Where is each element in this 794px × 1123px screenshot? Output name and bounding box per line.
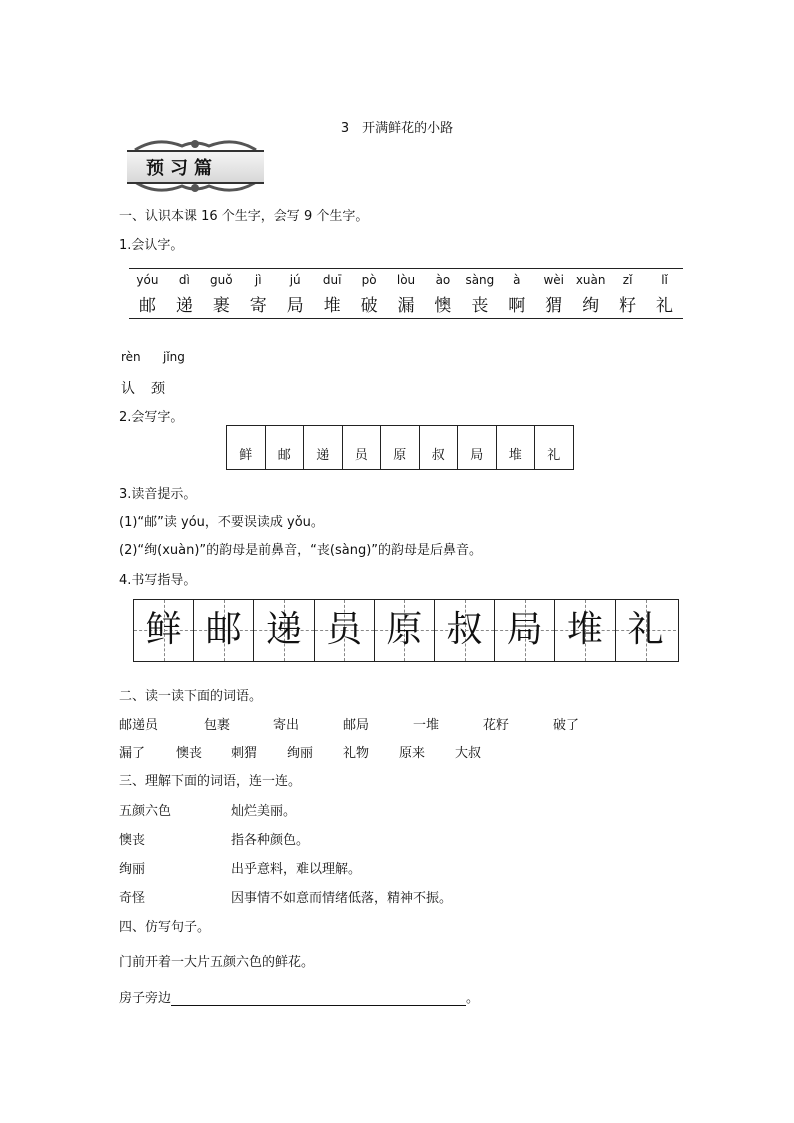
word: 礼物 bbox=[343, 746, 370, 761]
write-char: 原 bbox=[381, 426, 420, 469]
word: 原来 bbox=[399, 746, 426, 761]
grid-cell bbox=[194, 600, 254, 661]
hanzi-char: 啊 bbox=[508, 296, 526, 316]
example-sentence: 门前开着一大片五颜六色的鲜花。 bbox=[119, 955, 315, 970]
hanzi-char: 籽 bbox=[619, 296, 637, 316]
match-word[interactable]: 绚丽 bbox=[119, 862, 146, 877]
hanzi-char: 裹 bbox=[212, 296, 230, 316]
pinyin-syllable: lǐ bbox=[661, 273, 668, 287]
grid-char: 礼 bbox=[627, 609, 664, 650]
pinyin-syllable: ào bbox=[435, 273, 451, 287]
match-word[interactable]: 五颜六色 bbox=[119, 804, 172, 819]
hanzi-char: 懊 bbox=[434, 296, 452, 316]
grid-char: 员 bbox=[326, 609, 363, 650]
match-meaning[interactable]: 因事情不如意而情绪低落，精神不振。 bbox=[231, 891, 453, 906]
grid-char: 局 bbox=[506, 609, 543, 650]
word: 邮局 bbox=[343, 718, 370, 733]
write-char: 局 bbox=[458, 426, 497, 469]
grid-char: 原 bbox=[386, 609, 423, 650]
grid-cell bbox=[315, 600, 375, 661]
grid-char: 堆 bbox=[566, 609, 603, 650]
grid-cell bbox=[616, 600, 676, 661]
word: 寄出 bbox=[273, 718, 300, 733]
word: 邮递员 bbox=[119, 718, 159, 733]
grid-cell bbox=[134, 600, 194, 661]
tip-2: (2)“绚(xuàn)”的韵母是前鼻音，“丧(sàng)”的韵母是后鼻音。 bbox=[119, 543, 483, 558]
pinyin-syllable: guǒ bbox=[210, 273, 233, 287]
write-char: 礼 bbox=[547, 448, 561, 463]
word: 花籽 bbox=[483, 718, 510, 733]
match-word[interactable]: 懊丧 bbox=[119, 833, 146, 848]
word: 大叔 bbox=[455, 746, 482, 761]
word: 漏了 bbox=[119, 746, 146, 761]
pinyin-table bbox=[129, 268, 683, 319]
extra-pinyin-1: rèn bbox=[121, 350, 141, 364]
pinyin-syllable: sàng bbox=[465, 273, 495, 287]
grid-cell bbox=[435, 600, 495, 661]
q2-label: 2.会写字。 bbox=[119, 410, 184, 425]
hanzi-char: 绚 bbox=[582, 296, 600, 316]
grid-cell bbox=[495, 600, 555, 661]
hanzi-char: 邮 bbox=[138, 296, 156, 316]
pinyin-syllable: wèi bbox=[543, 273, 564, 287]
section3-heading: 三、理解下面的词语，连一连。 bbox=[119, 774, 302, 789]
pinyin-syllable: yóu bbox=[136, 273, 159, 287]
section2-heading: 二、读一读下面的词语。 bbox=[119, 689, 263, 704]
word: 一堆 bbox=[413, 718, 440, 733]
q4-label: 4.书写指导。 bbox=[119, 573, 197, 588]
pinyin-syllable: dì bbox=[178, 273, 190, 287]
preview-banner bbox=[127, 138, 264, 192]
extra-pinyin-2: jǐng bbox=[163, 350, 185, 364]
fill-prompt: 房子旁边 bbox=[119, 991, 172, 1006]
word: 懊丧 bbox=[176, 746, 203, 761]
page-title: 3 开满鲜花的小路 bbox=[340, 121, 454, 136]
fill-sentence bbox=[119, 987, 479, 1006]
hanzi-char: 漏 bbox=[397, 296, 415, 316]
grid-char: 叔 bbox=[446, 609, 483, 650]
word: 刺猬 bbox=[231, 746, 258, 761]
write-char: 叔 bbox=[420, 426, 459, 469]
fill-end: 。 bbox=[466, 991, 480, 1006]
grid-char: 邮 bbox=[205, 609, 242, 650]
word: 破了 bbox=[553, 718, 580, 733]
q3-label: 3.读音提示。 bbox=[119, 487, 197, 502]
answer-blank[interactable] bbox=[171, 991, 466, 1006]
write-char: 邮 bbox=[266, 426, 305, 469]
grid-cell bbox=[254, 600, 314, 661]
write-char: 堆 bbox=[497, 426, 536, 469]
word: 绚丽 bbox=[287, 746, 314, 761]
word: 包裹 bbox=[204, 718, 231, 733]
pinyin-syllable: à bbox=[513, 273, 521, 287]
grid-cell bbox=[555, 600, 615, 661]
extra-hanzi-2: 颈 bbox=[151, 381, 165, 397]
write-char: 递 bbox=[304, 426, 343, 469]
match-meaning[interactable]: 指各种颜色。 bbox=[231, 833, 310, 848]
hanzi-char: 寄 bbox=[249, 296, 267, 316]
hanzi-char: 堆 bbox=[323, 296, 341, 316]
match-meaning[interactable]: 灿烂美丽。 bbox=[231, 804, 297, 819]
pinyin-syllable: duī bbox=[322, 273, 342, 287]
write-char: 鲜 bbox=[227, 426, 266, 469]
pinyin-syllable: pò bbox=[361, 273, 377, 287]
section4-heading: 四、仿写句子。 bbox=[119, 920, 211, 935]
writing-grid bbox=[133, 599, 679, 662]
write-char: 员 bbox=[343, 426, 382, 469]
extra-hanzi-1: 认 bbox=[121, 381, 135, 397]
pinyin-syllable: jú bbox=[289, 273, 301, 287]
hanzi-char: 递 bbox=[175, 296, 193, 316]
match-meaning[interactable]: 出乎意料，难以理解。 bbox=[231, 862, 362, 877]
banner-label: 预习篇 bbox=[146, 158, 218, 179]
grid-char: 递 bbox=[265, 609, 302, 650]
hanzi-char: 礼 bbox=[656, 296, 674, 316]
hanzi-char: 猬 bbox=[545, 296, 563, 316]
grid-cell bbox=[375, 600, 435, 661]
pinyin-syllable: jì bbox=[254, 273, 262, 287]
hanzi-char: 丧 bbox=[471, 296, 489, 316]
pinyin-syllable: zǐ bbox=[622, 273, 633, 287]
grid-char: 鲜 bbox=[145, 609, 182, 650]
match-word[interactable]: 奇怪 bbox=[119, 891, 146, 906]
pinyin-syllable: lòu bbox=[396, 273, 416, 287]
q1-label: 1.会认字。 bbox=[119, 238, 184, 253]
section1-heading: 一、认识本课 16 个生字，会写 9 个生字。 bbox=[119, 209, 369, 224]
pinyin-syllable: xuàn bbox=[575, 273, 606, 287]
hanzi-char: 破 bbox=[360, 296, 378, 316]
hanzi-char: 局 bbox=[286, 296, 304, 316]
tip-1: (1)“邮”读 yóu，不要误读成 yǒu。 bbox=[119, 515, 324, 530]
write-chars-box bbox=[226, 425, 574, 470]
